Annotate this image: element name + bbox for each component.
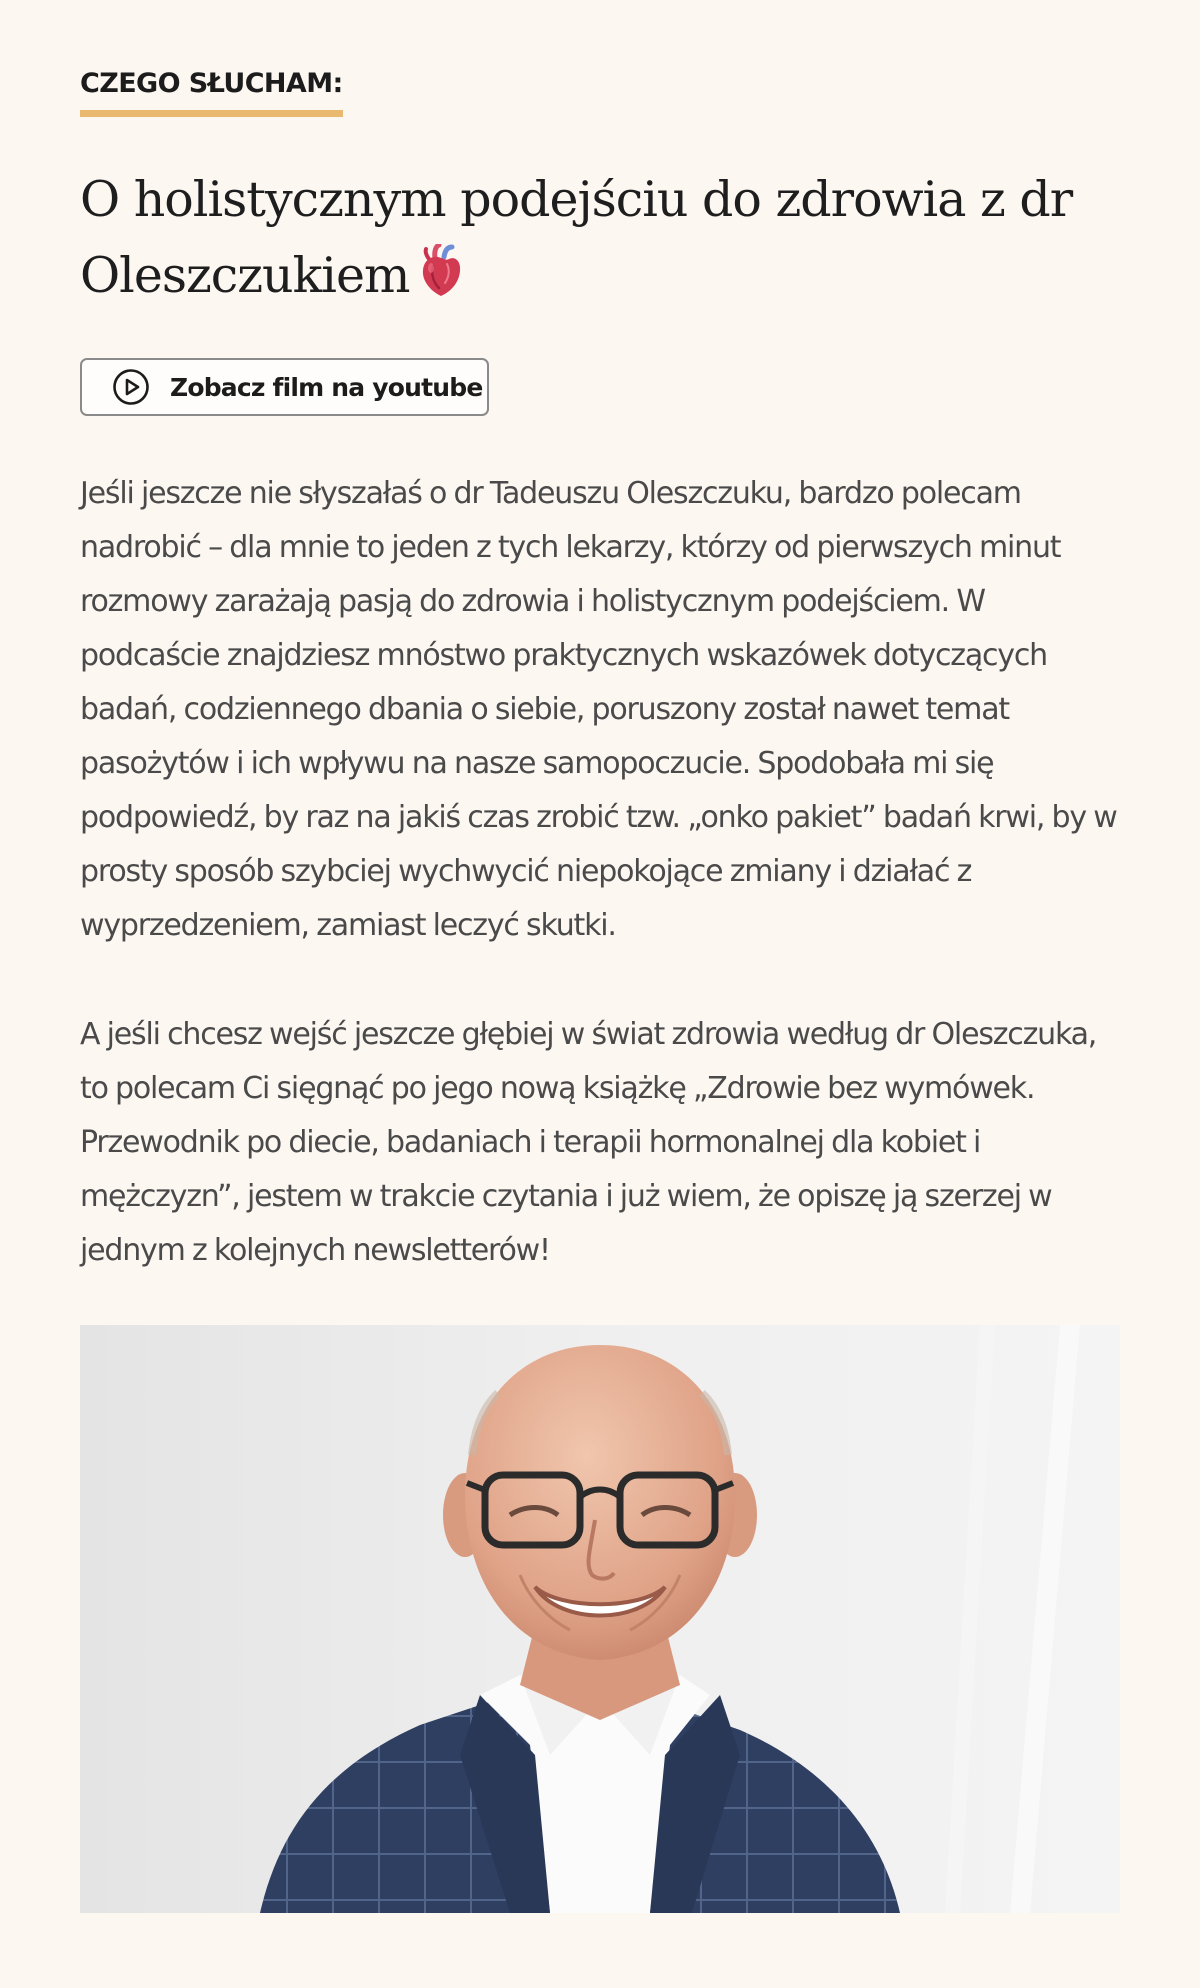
section-label-container	[80, 66, 343, 117]
article-paragraph-1: Jeśli jeszcze nie słyszałaś o dr Tadeuszu Oleszczuku, bardzo polecam nadrobić – dla mnie to jeden z tych lekarzy, którzy od pierwszych minut rozmowy zarażają pasją do zdrowia i holistycznym podejściem. W podcaście znajdziesz mnóstwo praktycznych wskazówek dotyczących badań, codziennego dbania o siebie, poruszony został nawet temat pasożytów i ich wpływu na nasze samopoczucie. Spodobała mi się podpowiedź, by raz na jakiś czas zrobić tzw. „onko pakiet” badań krwi, by w prosty sposób szybciej wychwycić niepokojące zmiany i działać z wyprzedzeniem, zamiast leczyć skutki.	[80, 476, 1117, 943]
section-label: CZEGO SŁUCHAM:	[80, 66, 343, 117]
youtube-video-button[interactable]	[80, 358, 489, 416]
play-circle-icon	[112, 368, 150, 406]
youtube-button-label: Zobacz film na youtube	[170, 372, 483, 402]
anatomical-heart-icon	[419, 244, 463, 298]
doctor-portrait-photo	[80, 1325, 1120, 1913]
article-title	[80, 162, 1120, 314]
portrait-illustration	[80, 1325, 1120, 1913]
article-title-text: O holistycznym podejściu do zdrowia z dr Oleszczukiem	[80, 171, 1073, 304]
article-paragraph-2: A jeśli chcesz wejść jeszcze głębiej w świat zdrowia według dr Oleszczuka, to polecam Ci sięgnąć po jego nową książkę „Zdrowie bez wymówek. Przewodnik po diecie, badaniach i terapii hormonalnej dla kobiet i mężczyzn”, jestem w trakcie czytania i już wiem, że opiszę ją szerzej w jednym z kolejnych newsletterów!	[80, 1017, 1097, 1268]
